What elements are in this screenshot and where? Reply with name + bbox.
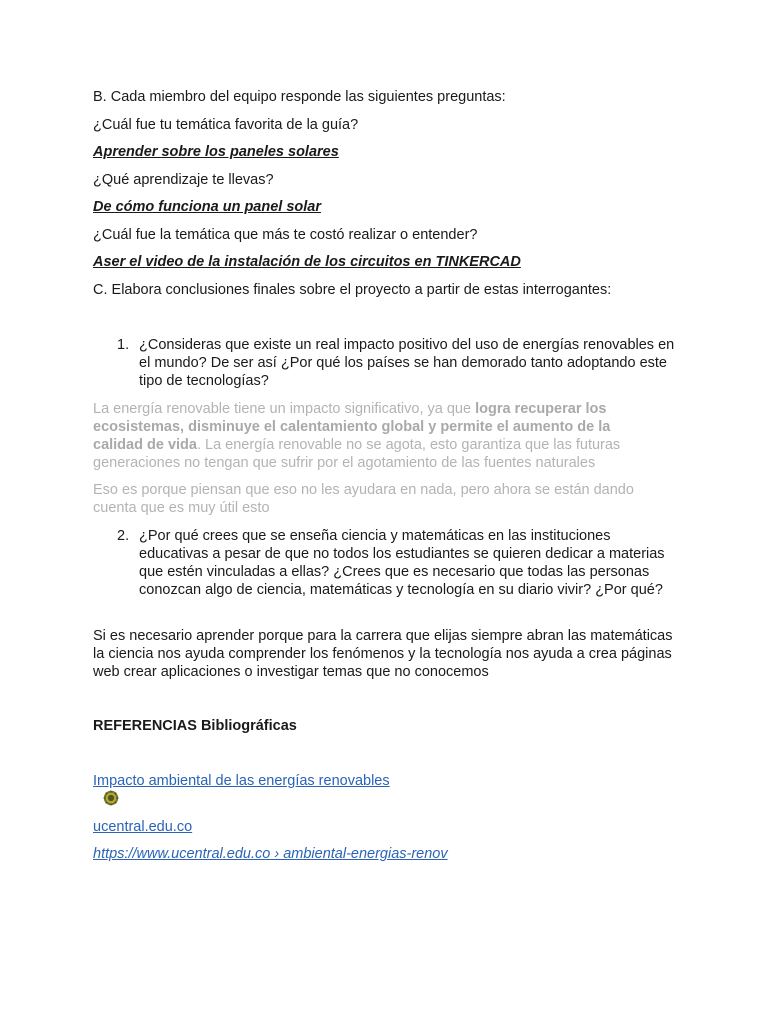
answer-item-1-second: Eso es porque piensan que eso no les ayudara en nada, pero ahora se están dando cuenta que es muy útil esto <box>93 482 634 516</box>
list-number-2: 2. <box>117 528 130 544</box>
reference-site[interactable] <box>93 818 192 836</box>
question-2: ¿Qué aprendizaje te llevas? <box>93 172 274 188</box>
answer-item-1-bold: logra recuperar los ecosistemas, disminuye el calentamiento global y permite el aumento de la calidad de vida <box>93 401 611 453</box>
answer-item-1-part1: La energía renovable tiene un impacto significativo, ya que <box>93 401 476 417</box>
answer-1: Aprender sobre los paneles solares <box>93 144 339 160</box>
ucentral-seal-icon <box>103 790 119 806</box>
list-item-2 <box>117 527 677 599</box>
answer-item-1-part2: . La energía renovable no se agota, esto garantiza que las futuras generaciones no tengan que sufrir por el agotamiento de las fuentes naturales <box>93 437 621 471</box>
reference-site-text[interactable]: ucentral.edu.co <box>93 819 193 835</box>
section-c-heading: C. Elabora conclusiones finales sobre el proyecto a partir de estas interrogantes: <box>93 282 612 298</box>
reference-link-title-text[interactable]: Impacto ambiental de las energías renovables <box>93 773 390 789</box>
list-number-1: 1. <box>117 337 130 353</box>
answer-3: Aser el video de la instalación de los circuitos en TINKERCAD <box>93 254 521 270</box>
answer-item-2: Si es necesario aprender porque para la carrera que elijas siempre abran las matemáticas la ciencia nos ayuda comprender los fenómenos y la tecnología nos ayuda a crea páginas web crear aplicaciones o investigar temas que no conocemos <box>93 628 673 680</box>
list-question-2: ¿Por qué crees que se enseña ciencia y matemáticas en las instituciones educativas a pesar de que no todos los estudiantes se quieren dedicar a materias que estén vinculadas a ellas? ¿Crees que es necesario que todas las personas conozcan algo de ciencia, matemáticas y tecnología en su diario vivir? ¿Por qué? <box>139 528 665 598</box>
reference-link-title[interactable] <box>93 772 390 790</box>
question-1: ¿Cuál fue tu temática favorita de la guía? <box>93 117 359 133</box>
section-b-heading: B. Cada miembro del equipo responde las siguientes preguntas: <box>93 89 506 105</box>
references-title: REFERENCIAS Bibliográficas <box>93 718 297 734</box>
reference-url-text[interactable]: https://www.ucentral.edu.co › ambiental-energias-renov <box>93 846 448 862</box>
answer-item-1 <box>93 400 653 472</box>
reference-url[interactable] <box>93 845 448 863</box>
answer-2: De cómo funciona un panel solar <box>93 199 322 215</box>
list-question-1: ¿Consideras que existe un real impacto positivo del uso de energías renovables en el mundo? De ser así ¿Por qué los países se han demorado tanto adoptando este tipo de tecnologías? <box>139 337 675 389</box>
list-item-1 <box>117 336 677 390</box>
question-3: ¿Cuál fue la temática que más te costó realizar o entender? <box>93 227 478 243</box>
